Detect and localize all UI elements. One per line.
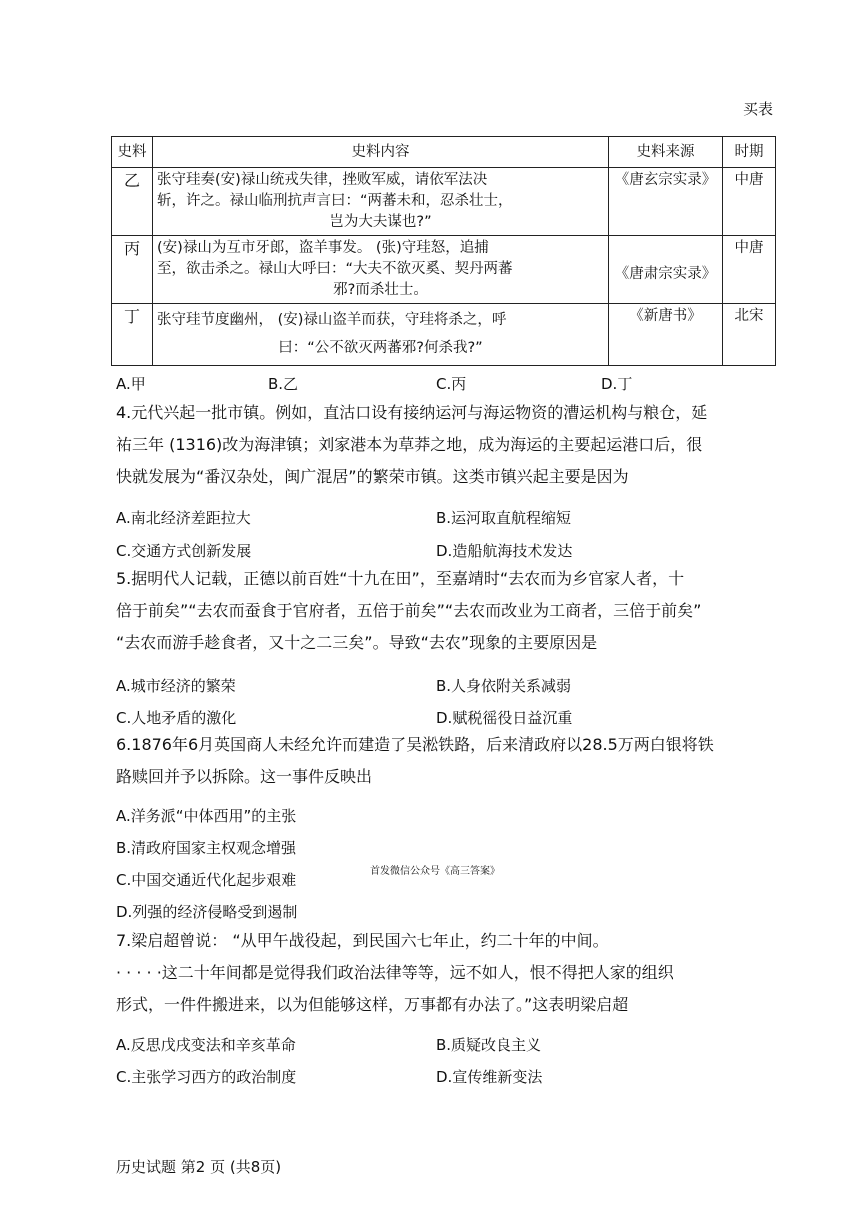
stem-line: 4.元代兴起一批市镇。例如，直沽口设有接纳运河与海运物资的漕运机构与粮仓，延: [116, 403, 708, 422]
row-content: [153, 304, 609, 366]
header-period: 时期: [723, 137, 776, 168]
q3-option-b[interactable]: B.乙: [268, 375, 299, 393]
table-continued-label: 买表: [742, 100, 773, 118]
q4-option-a[interactable]: A.南北经济差距拉大: [116, 509, 251, 527]
row-label: 丁: [112, 304, 153, 366]
content-line: 曰：“公不欲灭两蕃邪?何杀我?”: [278, 340, 483, 356]
q7-option-a[interactable]: A.反思戊戌变法和辛亥革命: [116, 1036, 296, 1054]
content-line: 张守珪节度幽州， (安)禄山盗羊而获，守珪将杀之，呼: [157, 312, 507, 328]
q5-stem: [116, 563, 776, 659]
q6-option-a[interactable]: A.洋务派“中体西用”的主张: [116, 807, 297, 825]
content-line: 张守珪奏(安)禄山统戎失律，挫败军威，请依军法决: [157, 172, 488, 188]
q5-option-a[interactable]: A.城市经济的繁荣: [116, 677, 236, 695]
row-content: [153, 236, 609, 304]
row-source: 《新唐书》: [609, 304, 723, 366]
stem-line: 祐三年 (1316)改为海津镇；刘家港本为草莽之地，成为海运的主要起运港口后，很: [116, 435, 703, 454]
q7-option-d[interactable]: D.宣传维新变法: [436, 1068, 543, 1086]
q6-stem: [116, 729, 776, 793]
row-period: 北宋: [723, 304, 776, 366]
row-source: 《唐玄宗实录》: [609, 168, 723, 236]
q6-option-d[interactable]: D.列强的经济侵略受到遏制: [116, 903, 298, 921]
q6-option-c[interactable]: C.中国交通近代化起步艰难: [116, 871, 297, 889]
q4-option-c[interactable]: C.交通方式创新发展: [116, 542, 252, 560]
row-period: 中唐: [723, 236, 776, 304]
page-footer: 历史试题 第2 页 (共8页): [116, 1158, 282, 1176]
q3-option-d[interactable]: D.丁: [601, 375, 633, 393]
q5-option-d[interactable]: D.赋税徭役日益沉重: [436, 709, 573, 727]
q3-option-a[interactable]: A.甲: [116, 375, 146, 393]
stem-line: 路赎回并予以拆除。这一事件反映出: [116, 767, 373, 786]
stem-line: 快就发展为“番汉杂处，闽广混居”的繁荣市镇。这类市镇兴起主要是因为: [116, 467, 629, 486]
header-source-content: 史料内容: [153, 137, 609, 168]
content-line: (安)禄山为互市牙郎，盗羊事发。 (张)守珪怒，追捕: [157, 240, 489, 256]
watermark-note: 首发微信公众号《高三答案》: [370, 866, 500, 877]
content-line: 至，欲击杀之。禄山大呼曰：“大夫不欲灭奚、契丹两蕃: [157, 261, 513, 277]
q7-option-c[interactable]: C.主张学习西方的政治制度: [116, 1068, 297, 1086]
content-line: 斩，许之。禄山临刑抗声言曰：“两蕃未和，忍杀壮士，: [157, 193, 513, 209]
source-table: [111, 136, 776, 366]
table-row: [112, 168, 776, 236]
row-label: 丙: [112, 236, 153, 304]
row-source: 《唐肃宗实录》: [609, 236, 723, 304]
stem-line: 7.梁启超曾说： “从甲午战役起，到民国六七年止，约二十年的中间。: [116, 931, 609, 950]
row-content: [153, 168, 609, 236]
stem-line: “去农而游手趁食者，又十之二三矣”。导致“去农”现象的主要原因是: [116, 633, 598, 652]
row-label: 乙: [112, 168, 153, 236]
header-source-label: 史料: [112, 137, 153, 168]
stem-line: 形式，一件件搬进来，以为但能够这样，万事都有办法了。”这表明梁启超: [116, 995, 629, 1014]
q7-stem: [116, 925, 776, 1021]
stem-line: 倍于前矣”“去农而蚕食于官府者，五倍于前矣”“去农而改业为工商者，三倍于前矣”: [116, 601, 702, 620]
q4-option-d[interactable]: D.造船航海技术发达: [436, 542, 573, 560]
content-line: 岂为大夫谋也?”: [329, 214, 432, 230]
q4-stem: [116, 397, 776, 493]
content-line: 邪?而杀壮士。: [333, 282, 428, 298]
q4-option-b[interactable]: B.运河取直航程缩短: [436, 509, 572, 527]
q3-option-c[interactable]: C.丙: [436, 375, 467, 393]
table-row: [112, 236, 776, 304]
header-source-origin: 史料来源: [609, 137, 723, 168]
stem-line: 5.据明代人记载，正德以前百姓“十九在田”，至嘉靖时“去农而为乡官家人者，十: [116, 569, 685, 588]
q5-option-b[interactable]: B.人身依附关系减弱: [436, 677, 572, 695]
stem-line: 6.1876年6月英国商人未经允许而建造了吴淞铁路，后来清政府以28.5万两白银将铁: [116, 735, 714, 754]
q7-option-b[interactable]: B.质疑改良主义: [436, 1036, 542, 1054]
table-row: [112, 304, 776, 366]
q6-option-b[interactable]: B.清政府国家主权观念增强: [116, 839, 297, 857]
q5-option-c[interactable]: C.人地矛盾的激化: [116, 709, 237, 727]
table-header-row: [112, 137, 776, 168]
stem-line: · · · · ·这二十年间都是觉得我们政治法律等等，远不如人，恨不得把人家的组织: [116, 963, 674, 982]
row-period: 中唐: [723, 168, 776, 236]
